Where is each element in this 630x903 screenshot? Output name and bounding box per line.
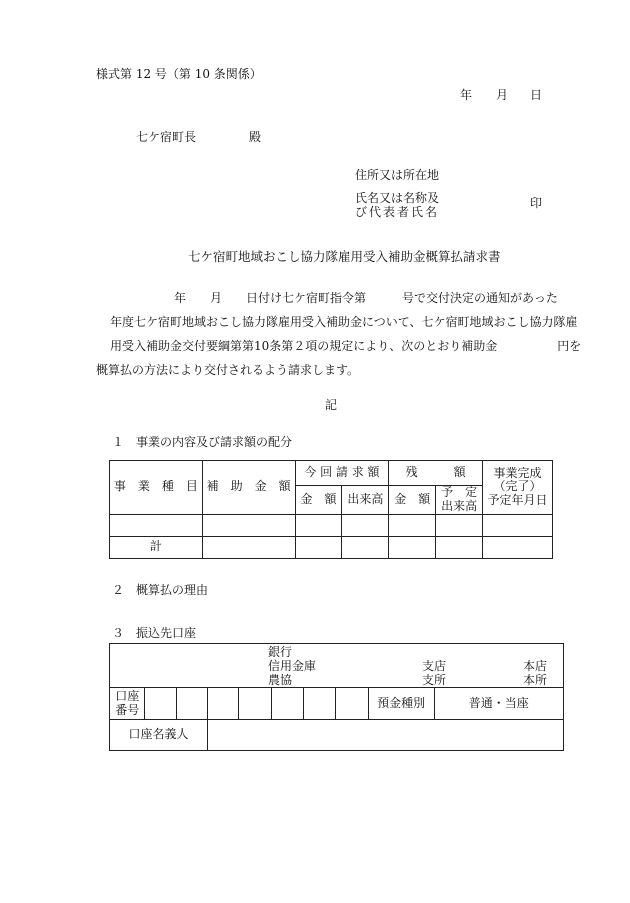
account-digit-2[interactable] xyxy=(176,688,207,720)
account-holder-label: 口座名義人 xyxy=(110,720,208,751)
branch-type-shiten: 支店 xyxy=(422,659,447,673)
header-current-request: 今 回 請 求 額 xyxy=(295,461,389,486)
body-line-3: 用受入補助金交付要綱第第10条第２項の規定により、次のとおり補助金 円を xyxy=(110,339,582,353)
cell-total-current-output[interactable] xyxy=(342,536,389,558)
header-completion-line-1: 事業完成 xyxy=(493,465,542,480)
name-label-1: 氏名又は名称及 xyxy=(355,191,440,205)
main-type-honten: 本店 xyxy=(523,659,548,673)
bank-type-credit-union: 信用金庫 xyxy=(268,659,317,673)
account-number-label-line-1: 口座 xyxy=(115,688,140,703)
cell-planned-output[interactable] xyxy=(436,514,483,536)
form-label: 様式第 12 号（第 10 条関係） xyxy=(96,67,262,81)
ki-mark: 記 xyxy=(325,398,338,412)
account-digit-1[interactable] xyxy=(145,688,176,720)
table-row xyxy=(110,514,553,536)
header-planned-output-line-2: 出来高 xyxy=(441,498,478,513)
account-digit-6[interactable] xyxy=(304,688,336,720)
bank-type-agri-coop: 農協 xyxy=(268,673,293,687)
cell-total-completion[interactable] xyxy=(483,536,553,558)
header-planned-output xyxy=(436,486,483,515)
branch-type-shisho: 支所 xyxy=(422,673,447,687)
bank-name-cell[interactable] xyxy=(110,644,564,688)
cell-current-amount[interactable] xyxy=(295,514,342,536)
allocation-table xyxy=(109,460,553,559)
header-planned-output-line-1: 予 定 xyxy=(441,485,478,499)
cell-remaining-amount[interactable] xyxy=(389,514,436,536)
account-digit-3[interactable] xyxy=(208,688,239,720)
date-year: 年 xyxy=(460,88,473,102)
name-label-2: び代表者氏名 xyxy=(355,205,440,219)
body-line-4: 概算払の方法により交付されるよう請求します。 xyxy=(96,363,360,377)
deposit-type-value[interactable]: 普通・当座 xyxy=(434,688,564,720)
account-digit-5[interactable] xyxy=(271,688,303,720)
bank-account-table xyxy=(109,643,564,751)
cell-total-remaining[interactable] xyxy=(389,536,436,558)
recipient-honorific: 殿 xyxy=(249,130,262,144)
cell-total-current-amount[interactable] xyxy=(295,536,342,558)
body-line-2: 年度七ケ宿町地域おこし協力隊雇用受入補助金について、七ケ宿町地域おこし協力隊雇 xyxy=(110,315,578,329)
cell-total-planned-output[interactable] xyxy=(436,536,483,558)
table-total-row xyxy=(110,536,553,558)
document-title: 七ケ宿町地域おこし協力隊雇用受入補助金概算払請求書 xyxy=(188,249,501,264)
body-line-1: 年 月 日付け七ケ宿町指令第 号で交付決定の通知があった xyxy=(114,291,558,305)
bank-type-bank: 銀行 xyxy=(268,645,293,659)
cell-subsidy-amount[interactable] xyxy=(202,514,295,536)
header-subsidy-amount: 補 助 金 額 xyxy=(202,461,295,515)
address-label: 住所又は所在地 xyxy=(355,168,440,182)
header-business-type: 事 業 種 目 xyxy=(110,461,203,515)
header-amount-remaining: 金 額 xyxy=(389,486,436,515)
header-completion-line-2: （完了） xyxy=(493,479,542,494)
body-paragraph xyxy=(96,286,582,382)
section3-heading: ３ 振込先口座 xyxy=(112,626,197,640)
date-day: 日 xyxy=(530,88,543,102)
header-completion-date xyxy=(483,461,553,515)
main-type-honsho: 本所 xyxy=(523,673,548,687)
recipient-name: 七ケ宿町長 xyxy=(136,130,197,144)
account-number-label xyxy=(110,688,145,720)
cell-current-output[interactable] xyxy=(342,514,389,536)
seal-mark: 印 xyxy=(530,196,543,210)
account-digit-4[interactable] xyxy=(239,688,271,720)
account-holder-value[interactable] xyxy=(208,720,564,751)
cell-business-type[interactable] xyxy=(110,514,203,536)
deposit-type-label: 預金種別 xyxy=(368,688,434,720)
header-completion-line-3: 予定年月日 xyxy=(487,493,548,508)
section1-heading: １ 事業の内容及び請求額の配分 xyxy=(112,435,293,449)
account-digit-7[interactable] xyxy=(336,688,368,720)
header-amount: 金 額 xyxy=(295,486,342,515)
total-label: 計 xyxy=(110,536,203,558)
account-number-label-line-2: 番号 xyxy=(115,702,140,717)
header-output: 出来高 xyxy=(342,486,389,515)
section2-heading: ２ 概算払の理由 xyxy=(112,583,209,597)
date-month: 月 xyxy=(496,88,509,102)
header-remaining: 残 額 xyxy=(389,461,483,486)
cell-total-subsidy[interactable] xyxy=(202,536,295,558)
cell-completion-date[interactable] xyxy=(483,514,553,536)
